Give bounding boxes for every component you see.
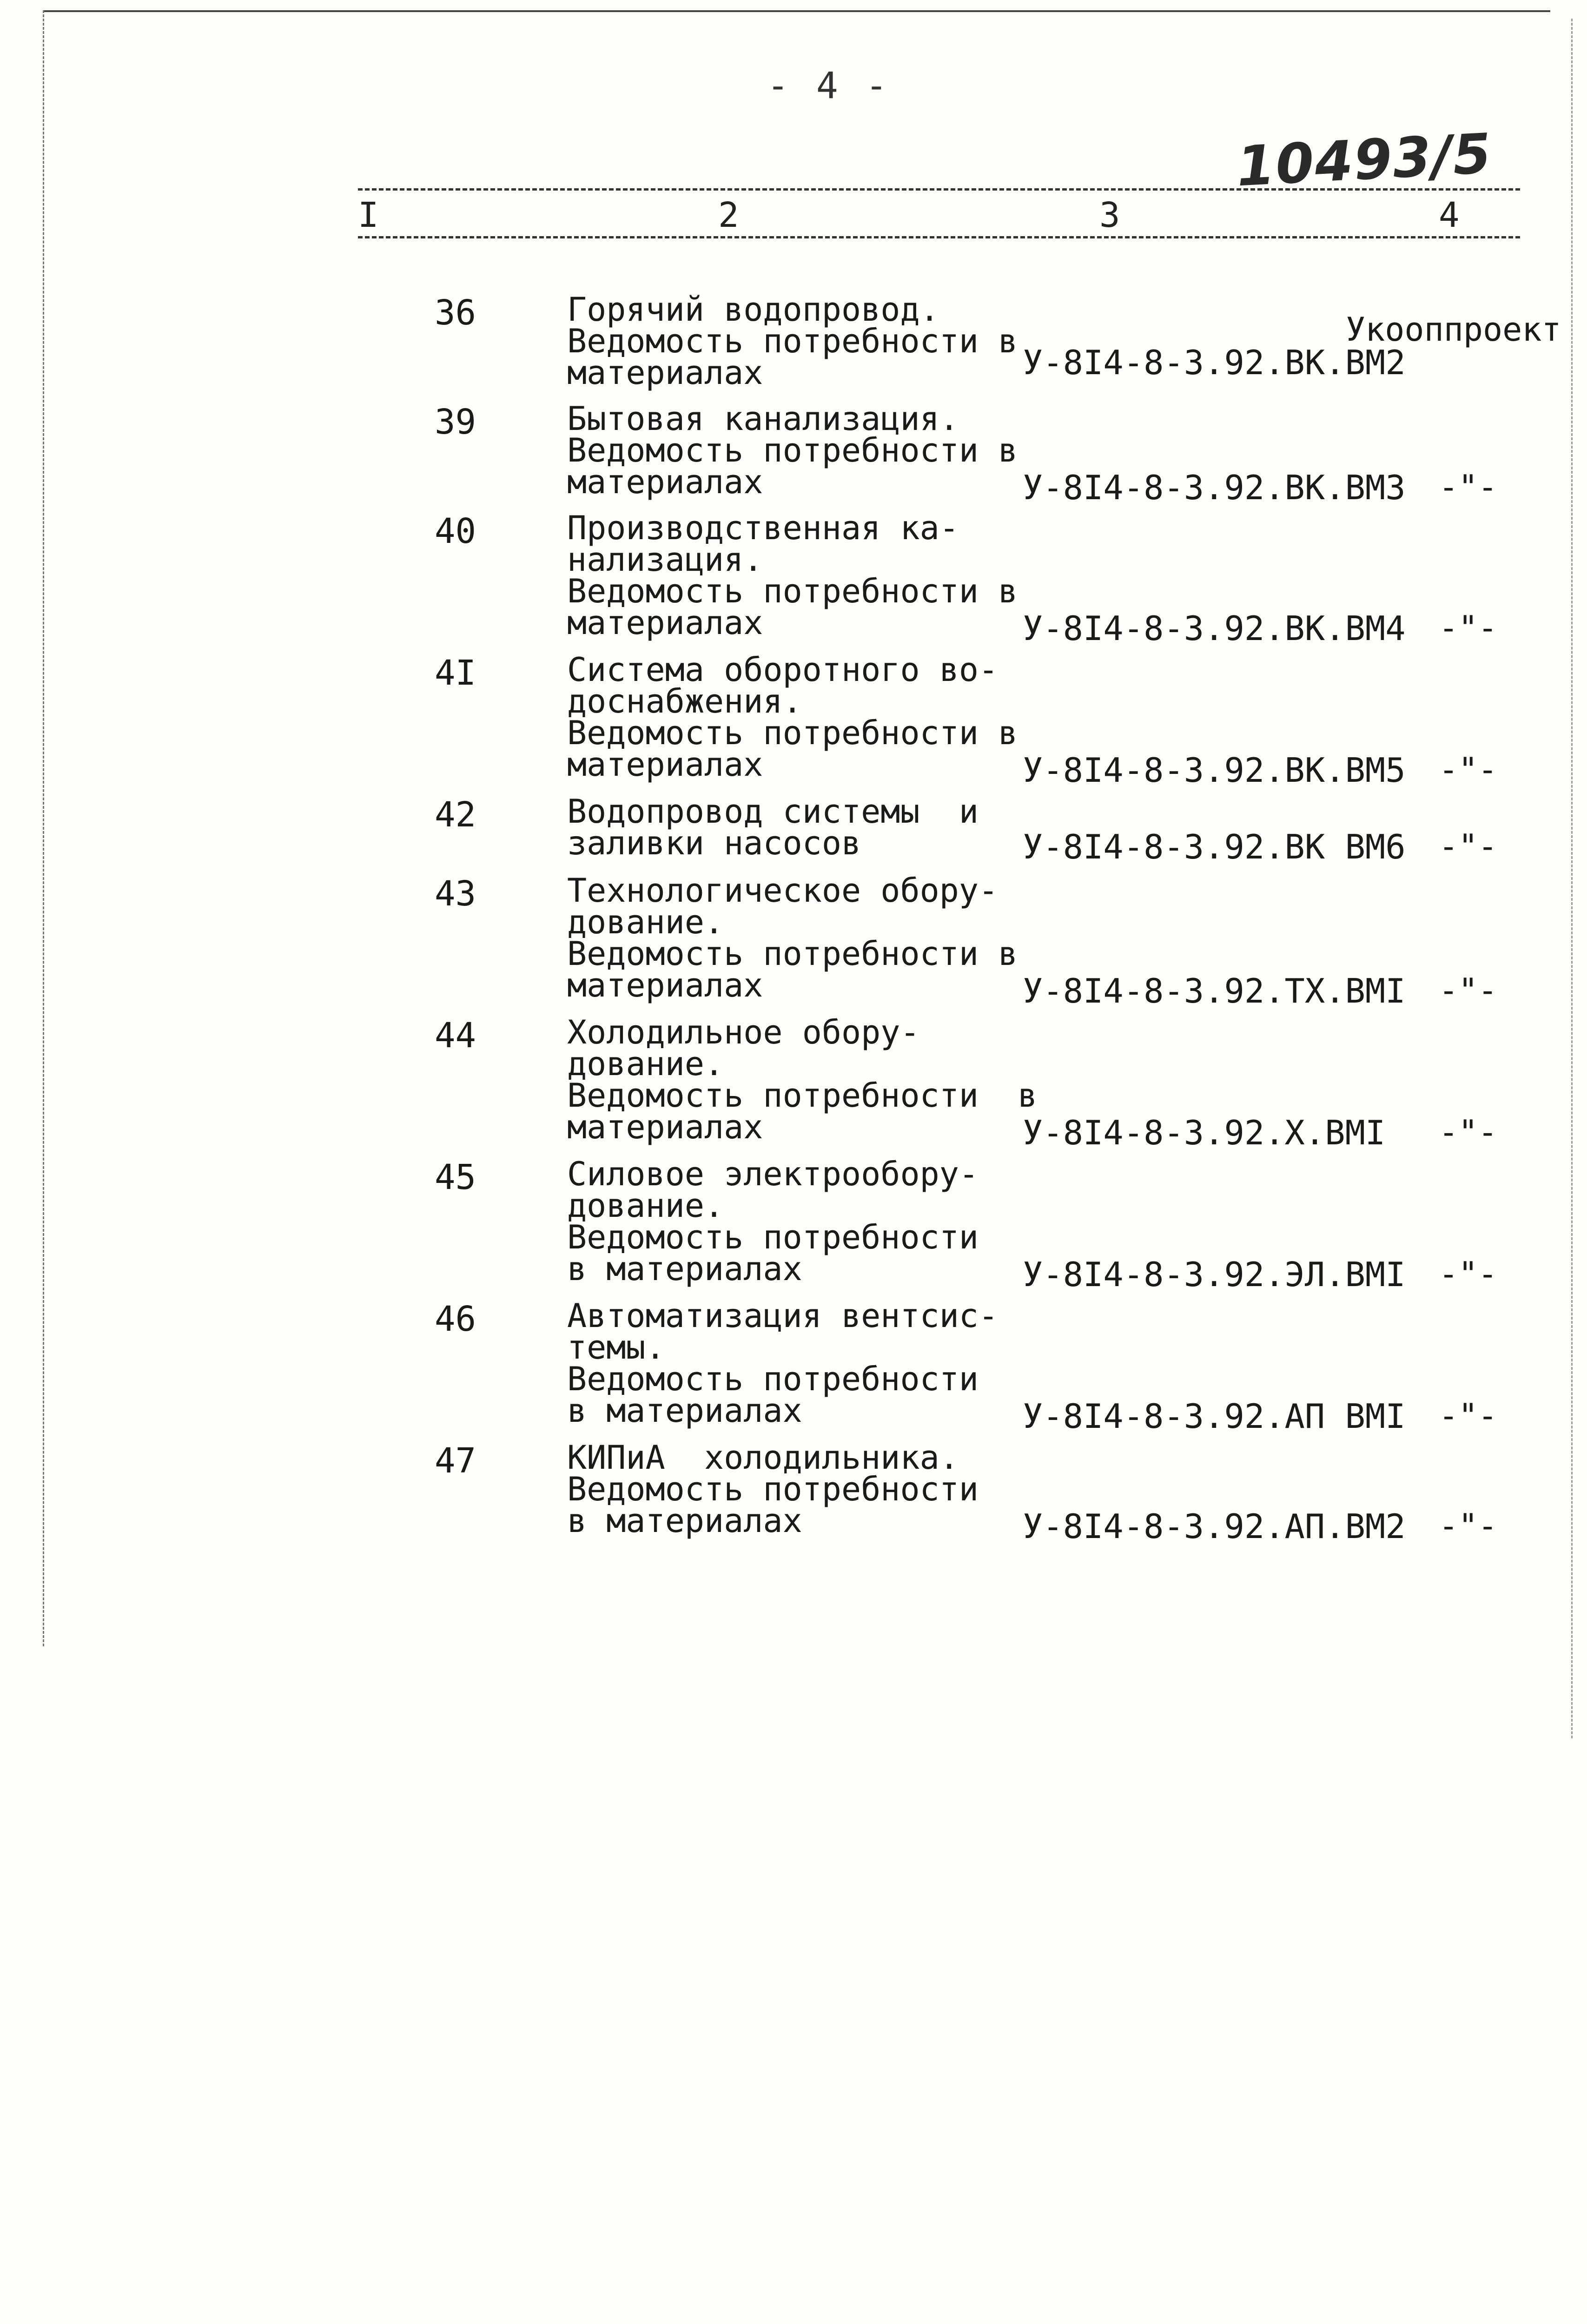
entry-description: Водопровод системы и заливки насосов	[567, 792, 979, 862]
entry-number: 45	[435, 1157, 476, 1197]
entry-description: Бытовая канализация. Ведомость потребности в материалах	[567, 400, 1018, 501]
column-header-1: I	[358, 195, 379, 235]
header-dashed-rule-top	[358, 188, 1520, 191]
column-header-3: 3	[1099, 195, 1120, 235]
entry-organization: -"-	[1439, 468, 1498, 506]
entry-description: Производственная ка- нализация. Ведомость потребности в материалах	[567, 509, 1018, 642]
entry-organization: -"-	[1439, 751, 1498, 789]
entry-organization: -"-	[1439, 1397, 1498, 1435]
entry-document-code: У-8I4-8-3.92.АП ВМI	[1023, 1397, 1406, 1436]
entry-number: 43	[435, 874, 476, 914]
entry-organization: -"-	[1439, 1255, 1498, 1293]
entry-number: 42	[435, 795, 476, 835]
entry-document-code: У-8I4-8-3.92.ЭЛ.ВМI	[1023, 1255, 1406, 1294]
entry-number: 44	[435, 1016, 476, 1056]
scan-border-top	[44, 10, 1550, 12]
entry-description: КИПиА холодильника. Ведомость потребности в материалах	[567, 1439, 979, 1540]
column-header-4: 4	[1439, 195, 1460, 235]
entry-description: Горячий водопровод. Ведомость потребности в материалах	[567, 290, 1018, 392]
entry-description: Силовое электрообору- дование. Ведомость потребности в материалах	[567, 1155, 979, 1288]
entry-number: 46	[435, 1299, 476, 1339]
entry-description: Система оборотного во- доснабжения. Ведомость потребности в материалах	[567, 651, 1018, 784]
entry-organization: -"-	[1439, 971, 1498, 1010]
entry-organization: -"-	[1439, 1507, 1498, 1545]
entry-document-code: У-8I4-8-3.92.АП.ВМ2	[1023, 1507, 1406, 1546]
entry-document-code: У-8I4-8-3.92.ВК.ВМ3	[1023, 468, 1406, 507]
scan-border-right	[1571, 19, 1573, 1738]
entry-number: 39	[435, 402, 476, 442]
entry-document-code: У-8I4-8-3.92.ТХ.ВМI	[1023, 971, 1406, 1010]
entry-document-code: У-8I4-8-3.92.ВК.ВМ2	[1023, 343, 1406, 382]
entry-organization: Укооппроект	[1346, 310, 1561, 349]
entry-organization: -"-	[1439, 827, 1498, 865]
header-dashed-rule-bottom	[358, 236, 1520, 238]
scan-border-left	[43, 10, 44, 1646]
entry-organization: -"-	[1439, 609, 1498, 647]
entry-document-code: У-8I4-8-3.92.ВК.ВМ5	[1023, 751, 1406, 790]
entry-document-code: У-8I4-8-3.92.ВК.ВМ4	[1023, 609, 1406, 648]
entry-description: Автоматизация вентсис- темы. Ведомость потребности в материалах	[567, 1297, 998, 1430]
page-number: - 4 -	[767, 65, 890, 107]
entry-organization: -"-	[1439, 1113, 1498, 1151]
entry-description: Технологическое обору- дование. Ведомость потребности в материалах	[567, 872, 1018, 1004]
entry-number: 47	[435, 1441, 476, 1481]
entry-number: 4I	[435, 653, 476, 693]
entry-number: 40	[435, 511, 476, 551]
entry-number: 36	[435, 293, 476, 333]
entry-document-code: У-8I4-8-3.92.Х.ВМI	[1023, 1113, 1386, 1152]
entry-document-code: У-8I4-8-3.92.ВК ВМ6	[1023, 827, 1406, 866]
column-header-2: 2	[718, 195, 739, 235]
handwritten-document-code: 10493/5	[1235, 121, 1494, 199]
entry-description: Холодильное обору- дование. Ведомость потребности в материалах	[567, 1013, 1038, 1146]
